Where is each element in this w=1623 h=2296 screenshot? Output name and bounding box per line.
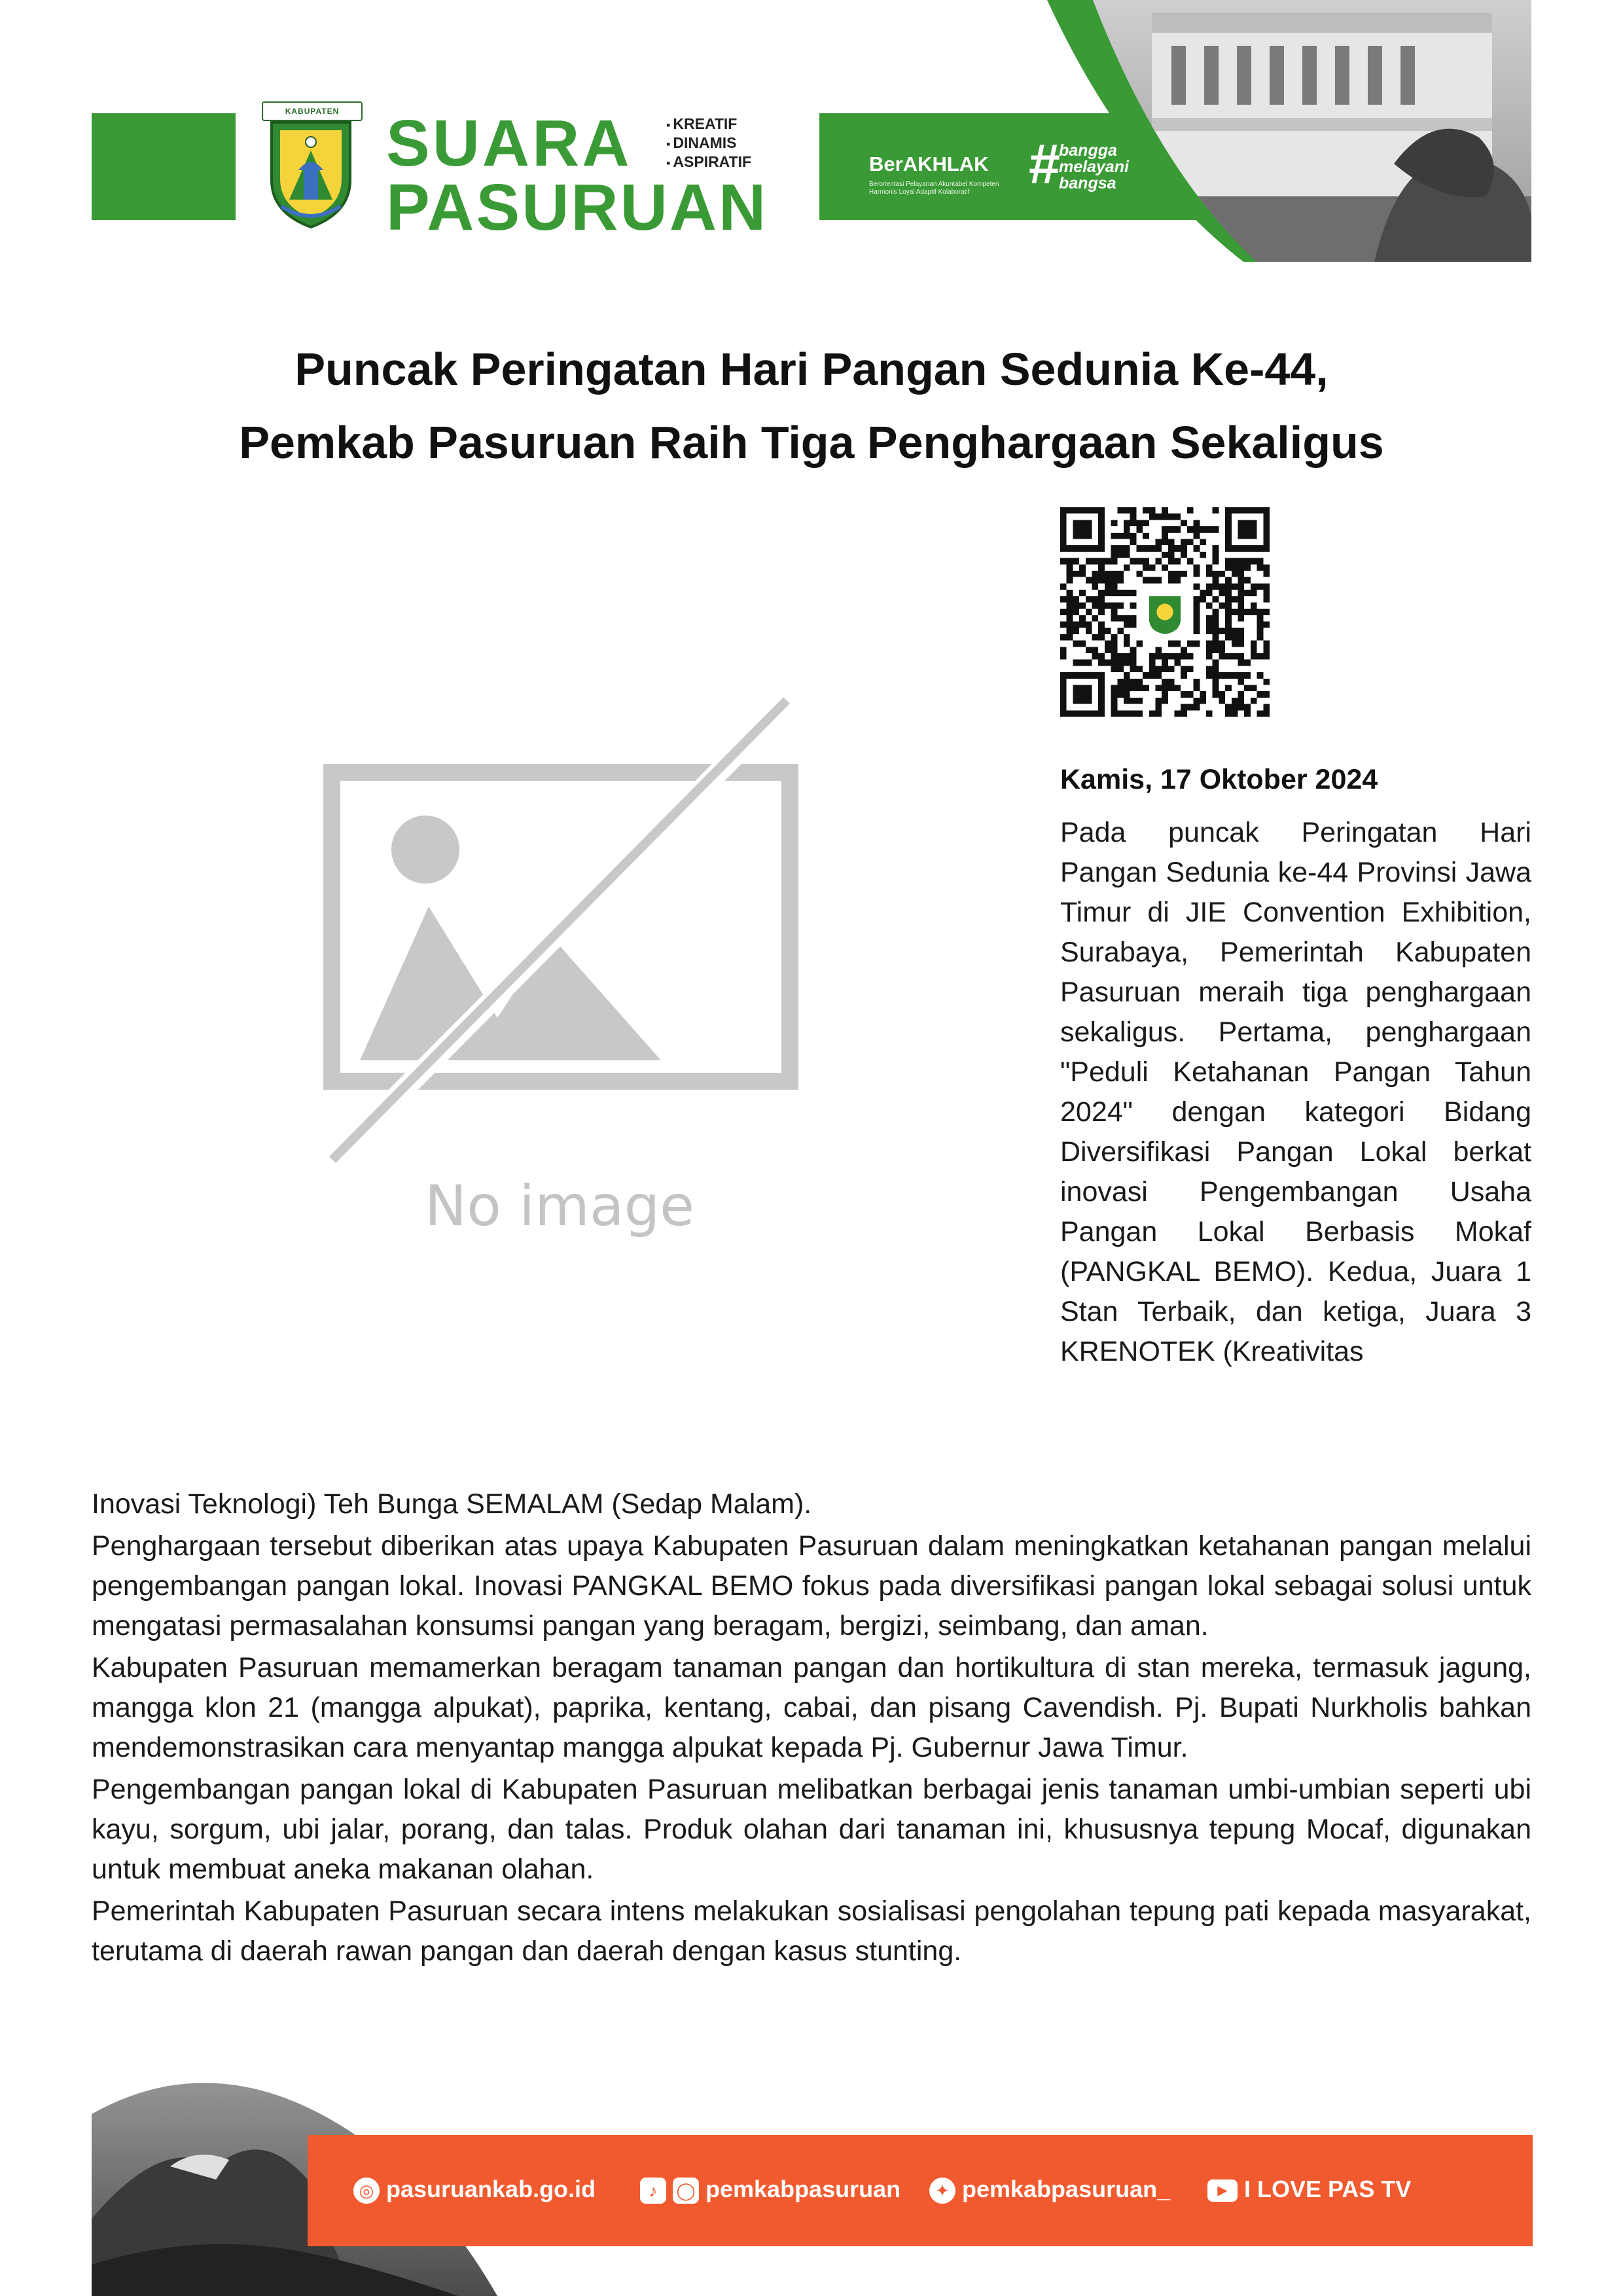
- brand-line-2: PASURUAN: [386, 171, 768, 244]
- globe-icon: ◎: [353, 2178, 380, 2204]
- footer-youtube-link[interactable]: [1207, 2173, 1411, 2206]
- bangga-line: bangga: [1059, 141, 1117, 160]
- footer-twitter-link[interactable]: [929, 2173, 1170, 2206]
- youtube-text: I LOVE PAS TV: [1244, 2176, 1412, 2202]
- no-image-label: No image: [424, 1174, 695, 1239]
- article-main-text: [92, 1484, 1531, 1973]
- brand-line-1: SUARA: [386, 107, 632, 180]
- article-side-paragraph: Pada puncak Peringatan Hari Pangan Sedunia ke-44 Provinsi Jawa Timur di JIE Convention Exhibition, Surabaya, Pemerintah Kabupaten Pasuruan meraih tiga penghargaan sekaligus. Pertama, penghargaan "Peduli Ketahanan Pangan Tahun 2024" dengan kategori Bidang Diversifikasi Pangan Lokal berkat inovasi Pengembangan Usaha Pangan Lokal Berbasis Mokaf (PANGKAL BEMO). Kedua, Juara 1 Stan Terbaik, dan ketiga, Juara 3 KRENOTEK (Kreativitas: [1060, 817, 1531, 1367]
- title-line-2: Pemkab Pasuruan Raih Tiga Penghargaan Sekaligus: [239, 417, 1384, 468]
- article-paragraph: Kabupaten Pasuruan memamerkan beragam tanaman pangan dan hortikultura di stan mereka, termasuk jagung, mangga klon 21 (mangga alpukat), paprika, kentang, cabai, dan pisang Cavendish. Pj. Bupati Nurkholis bahkan mendemonstrasikan cara menyantap mangga alpukat kepada Pj. Gubernur Jawa Timur.: [92, 1652, 1531, 1763]
- tiktok-icon: ♪: [640, 2178, 666, 2204]
- twitter-text: pemkabpasuruan_: [962, 2176, 1171, 2202]
- footer-tiktok-instagram-link[interactable]: [640, 2173, 901, 2206]
- bangga-line: melayani: [1059, 158, 1130, 176]
- berakhlak-logo: BerAKHLAK: [869, 152, 989, 175]
- tagline-item: ▪ KREATIF: [666, 115, 751, 134]
- twitter-bird-icon: ✦: [929, 2178, 955, 2204]
- tiktok-instagram-text: pemkabpasuruan: [705, 2176, 901, 2202]
- crest-banner: KABUPATEN: [262, 101, 363, 121]
- title-line-1: Puncak Peringatan Hari Pangan Sedunia Ke-44,: [294, 344, 1329, 395]
- tagline-item: ▪ ASPIRATIF: [666, 153, 751, 172]
- footer-website-link[interactable]: [353, 2173, 596, 2206]
- hashtag-icon: #: [1029, 133, 1060, 196]
- tagline-item: ▪ DINAMIS: [666, 134, 751, 153]
- berakhlak-subtext: Berorientasi Pelayanan Akuntabel Kompeten Harmonis Loyal Adaptif Kolaboratif: [869, 181, 999, 196]
- bangga-line: bangsa: [1059, 174, 1116, 192]
- youtube-play-icon: ▶: [1207, 2179, 1238, 2202]
- article-paragraph: Penghargaan tersebut diberikan atas upaya Kabupaten Pasuruan dalam meningkatkan ketahanan pangan melalui pengembangan pangan lokal. Inovasi PANGKAL BEMO fokus pada diversifikasi pangan lokal sebagai solusi untuk mengatasi permasalahan konsumsi pangan yang beragam, bergizi, seimbang, dan aman.: [92, 1530, 1531, 1641]
- article-paragraph: Inovasi Teknologi) Teh Bunga SEMALAM (Sedap Malam).: [92, 1488, 812, 1520]
- article-paragraph: Pengembangan pangan lokal di Kabupaten Pasuruan melibatkan berbagai jenis tanaman umbi-umbian seperti ubi kayu, sorgum, ubi jalar, porang, dan talas. Produk olahan dari tanaman ini, khususnya tepung Mocaf, digunakan untuk membuat aneka makanan olahan.: [92, 1774, 1531, 1885]
- website-text: pasuruankab.go.id: [386, 2176, 596, 2202]
- article-date: Kamis, 17 Oktober 2024: [1060, 764, 1378, 795]
- article-paragraph: Pemerintah Kabupaten Pasuruan secara intens melakukan sosialisasi pengolahan tepung pati kepada masyarakat, terutama di daerah rawan pangan dan daerah dengan kasus stunting.: [92, 1895, 1531, 1967]
- instagram-icon: ◯: [673, 2178, 699, 2204]
